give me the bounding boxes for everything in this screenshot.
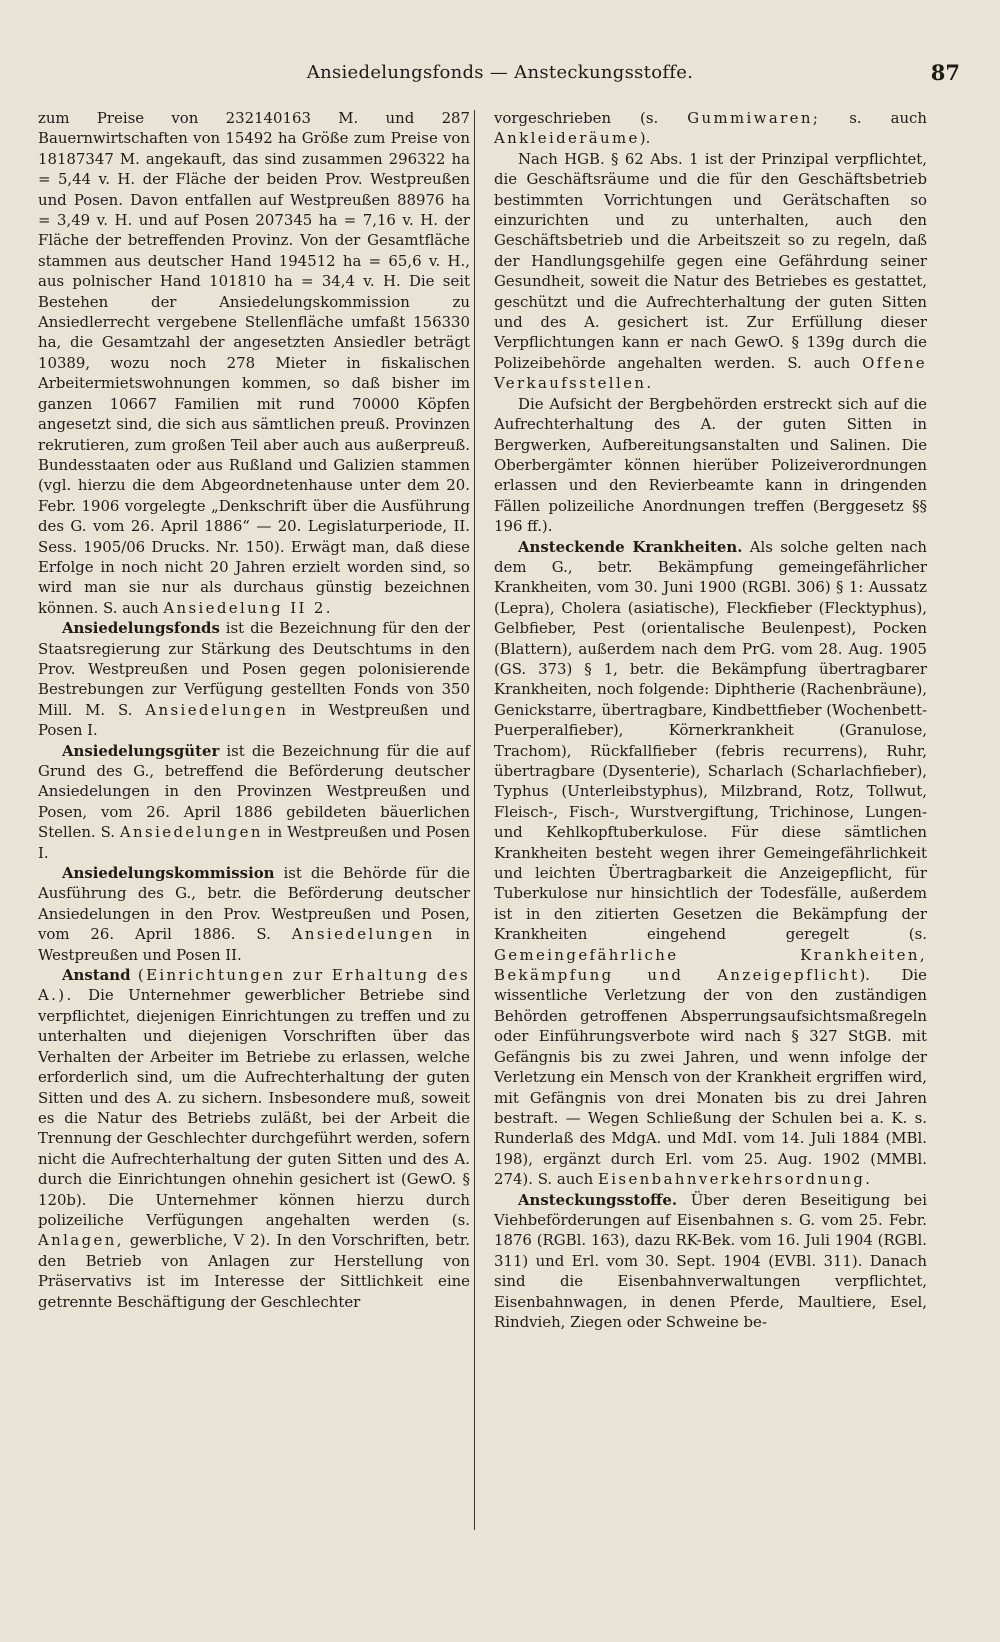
cross-reference: Offene Verkaufsstellen.	[494, 353, 927, 393]
cross-reference: Ansiedelung II 2.	[163, 598, 333, 617]
cross-reference: Ankleideräume	[494, 129, 640, 148]
continued-paragraph	[494, 108, 927, 149]
paragraph-text: Nach HGB. § 62 Abs. 1 ist der Prinzipal verpflichtet, die Geschäftsräume und die für den Geschäftsbetrieb bestimmten Vorrichtungen und Gerätschaften so einzurichten und zu unterhalten, auch den Geschäftsbetrieb und die Arbeitszeit so zu regeln, daß der Handlungsgehilfe gegen eine Gefährdung seiner Gesundheit, soweit die Natur des Betriebes es gestattet, geschützt und die Aufrechterhaltung der guten Sitten und des A. gesichert ist. Zur Erfüllung dieser Verpflichtungen kann er nach GewO. § 139g durch die Polizeibehörde angehalten werden. S. auch	[494, 149, 927, 372]
paragraph-bergbehoerden	[494, 394, 927, 537]
entry-headword: Anstand	[62, 966, 131, 985]
cross-reference: Ansiedelungen	[145, 700, 289, 719]
right-column	[494, 108, 927, 1332]
entry-text-tail: in Westpreußen und Posen I.	[38, 823, 470, 862]
paragraph-text: zum Preise von 232140163 M. und 287 Bauernwirtschaften von 15492 ha Größe zum Preise von 18187347 M. angekauft, das sind zusammen 296322 ha = 5,44 v. H. der Fläche der beiden Prov. Westpreußen und Posen. Davon entfallen auf Westpreußen 88976 ha = 3,49 v. H. und auf Posen 207345 ha = 7,16 v. H. der Fläche der betreffenden Provinz. Von der Gesamtfläche stammen aus deutscher Hand 194512 ha = 65,6 v. H., aus polnischer Hand 101810 ha = 34,4 v. H. Die seit Bestehen der Ansiedelungskommission zu Ansiedlerrecht vergebene Stellenfläche umfaßt 156330 ha, die Gesamtzahl der angesetzten Ansiedler beträgt 10389, wozu noch 278 Mieter in fiskalischen Arbeitermietswohnungen kommen, so daß bisher im ganzen 10667 Familien mit rund 70000 Köpfen angesetzt sind, die sich aus sämtlichen preuß. Provinzen rekrutieren, zum großen Teil aber auch aus außerpreuß. Bundesstaaten oder aus Rußland und Galizien stammen (vgl. hierzu die dem Abgeordnetenhause unter dem 20. Febr. 1906 vorgelegte „Denkschrift über die Ausführung des G. vom 26. April 1886“ — 20. Legislaturperiode, II. Sess. 1905/06 Drucks. Nr. 150). Erwägt man, daß diese Erfolge in noch nicht 20 Jahren erzielt worden sind, so wird man sie nur als durchaus günstig bezeichnen können. S. auch	[38, 109, 470, 617]
entry-text: ist die Behörde für die Ausführung des G., betr. die Beförderung deutscher Ansiedelungen in den Prov. Westpreußen und Posen, vom 26. April 1886. S.	[38, 864, 470, 944]
entry-text: ist die Bezeichnung für die auf Grund des G., betreffend die Beförderung deutscher Ansiedelungen in den Provinzen Westpreußen und Posen, vom 26. April 1886 gebildeten bäuerlichen Stellen. S.	[38, 741, 470, 842]
cross-reference: Ansiedelungen	[291, 925, 435, 944]
continued-paragraph	[38, 108, 470, 618]
entry-text: Als solche gelten nach dem G., betr. Bekämpfung gemeingefährlicher Krankheiten, vom 30. Juni 1900 (RGBl. 306) § 1: Aussatz (Lepra), Cholera (asiatische), Fleckfieber (Flecktyphus), Gelbfieber, Pest (orientalische Beulenpest), Pocken (Blattern), außerdem nach dem PrG. vom 28. Aug. 1905 (GS. 373) § 1, betr. die Bekämpfung übertragbarer Krankheiten, noch folgende: Diphtherie (Rachenbräune), Genickstarre, übertragbare, Kindbettfieber (Wochenbett-Puerperalfieber), Körnerkrankheit (Granulose, Trachom), Rückfallfieber (febris recurrens), Ruhr, übertragbare (Dysenterie), Scharlach (Scharlachfieber), Typhus (Unterleibstyphus), Milzbrand, Rotz, Tollwut, Fleisch-, Fisch-, Wurstvergiftung, Trichinose, Lungen- und Kehlkopftuberkulose. Für diese sämtlichen Krankheiten besteht wegen ihrer Gemeingefährlichkeit und leichten Übertragbarkeit die Anzeigepflicht, für Tuberkulose nur hinsichtlich der Todesfälle, außerdem ist in den zitierten Gesetzen die Bekämpfung der Krankheiten eingehend geregelt (s.	[494, 537, 927, 944]
entry-ansiedelungsfonds	[38, 618, 470, 740]
page-number: 87	[930, 60, 960, 85]
left-column	[38, 108, 470, 1312]
entry-text: ist die Bezeichnung für den der Staatsregierung zur Stärkung des Deutschtums in den Prov. Westpreußen und Posen gegen polonisierende Bestrebungen zur Verfügung gestellten Fonds von 350 Mill. M. S.	[38, 619, 470, 719]
entry-text-tail: in Westpreußen und Posen I.	[38, 700, 470, 740]
column-divider	[474, 110, 475, 1530]
entry-ansiedelungsgueter	[38, 741, 470, 863]
page-header	[40, 62, 960, 92]
cross-reference: Ansiedelungen	[119, 823, 263, 842]
paragraph-text: Die Aufsicht der Bergbehörden erstreckt sich auf die Aufrechterhaltung des A. der guten Sitten in Bergwerken, Aufbereitungsanstalten und Salinen. Die Oberbergämter können hierüber Polizeiverordnungen erlassen und den Revierbeamte kann in dringenden Fällen polizeiliche Anordnungen treffen (Berggesetz §§ 196 ff.).	[494, 394, 927, 536]
cross-reference: Gummiwaren;	[687, 109, 821, 127]
entry-headword: Ansiedelungsgüter	[62, 741, 220, 760]
entry-ansteckungsstoffe	[494, 1190, 927, 1333]
entry-subtitle: (Einrichtungen zur Erhaltung des A.).	[38, 966, 470, 1005]
entry-headword: Ansteckende Krankheiten.	[518, 537, 743, 556]
paragraph-text: vorgeschrieben (s.	[494, 109, 659, 127]
cross-reference: Eisenbahnverkehrsordnung.	[597, 1170, 873, 1189]
entry-text-tail: in Westpreußen und Posen II.	[38, 925, 470, 964]
entry-text: Über deren Beseitigung bei Viehbeförderungen auf Eisenbahnen s. G. vom 25. Febr. 1876 (RGBl. 163), dazu RK-Bek. vom 16. Juli 1904 (RGBl. 311) und Erl. vom 30. Sept. 1904 (EVBl. 311). Danach sind die Eisenbahnverwaltungen verpflichtet, Eisenbahnwagen, in denen Pferde, Maultiere, Esel, Rindvieh, Ziegen oder Schweine be-	[494, 1190, 927, 1331]
entry-text: ). Die wissentliche Verletzung der von den zuständigen Behörden getroffenen Absperrungsaufsichtsmaßregeln oder Einführungsverbote wird nach § 327 StGB. mit Gefängnis bis zu zwei Jahren, und wenn infolge der Verletzung ein Mensch von der Krankheit ergriffen wird, mit Gefängnis von drei Monaten bis zu drei Jahren bestraft. — Wegen Schließung der Schulen bei a. K. s. Runderlaß des MdgA. und MdI. vom 14. Juli 1884 (MBl. 198), ergänzt durch Erl. vom 25. Aug. 1902 (MMBl. 274). S. auch	[494, 966, 927, 1189]
entry-text: Die Unternehmer gewerblicher Betriebe sind verpflichtet, diejenigen Einrichtungen zu treffen und zu unterhalten und diejenigen Vorschriften über das Verhalten der Arbeiter im Betriebe zu erlassen, welche erforderlich sind, um die Aufrechterhaltung der guten Sitten und des A. zu sichern. Insbesondere muß, soweit es die Natur des Betriebs zuläßt, bei der Arbeit die Trennung der Geschlechter durchgeführt werden, sofern nicht die Aufrechterhaltung der guten Sitten und des A. durch die Einrichtungen ohnehin gesichert ist (GewO. § 120b). Die Unternehmer können hierzu durch polizeiliche Verfügungen angehalten werden (s.	[38, 986, 470, 1229]
paragraph-hgb	[494, 149, 927, 394]
entry-ansteckende-krankheiten	[494, 537, 927, 1190]
cross-reference: Anlagen,	[38, 1231, 124, 1250]
entry-ansiedelungskommission	[38, 863, 470, 965]
paragraph-text: ).	[639, 129, 651, 148]
running-head: Ansiedelungsfonds — Ansteckungsstoffe.	[306, 62, 694, 83]
entry-headword: Ansteckungsstoffe.	[518, 1190, 678, 1209]
entry-anstand	[38, 965, 470, 1312]
paragraph-text: s. auch	[820, 109, 927, 127]
cross-reference: Gemeingefährliche Krankheiten, Bekämpfung und Anzeigepflicht	[494, 945, 927, 985]
entry-text-tail: gewerbliche, V 2). In den Vorschriften, betr. den Betrieb von Anlagen zur Herstellung von Präservativs ist im Interesse der Sittlichkeit eine getrennte Beschäftigung der Geschlechter	[38, 1231, 470, 1311]
entry-headword: Ansiedelungsfonds	[62, 619, 220, 638]
entry-headword: Ansiedelungskommission	[62, 864, 275, 883]
